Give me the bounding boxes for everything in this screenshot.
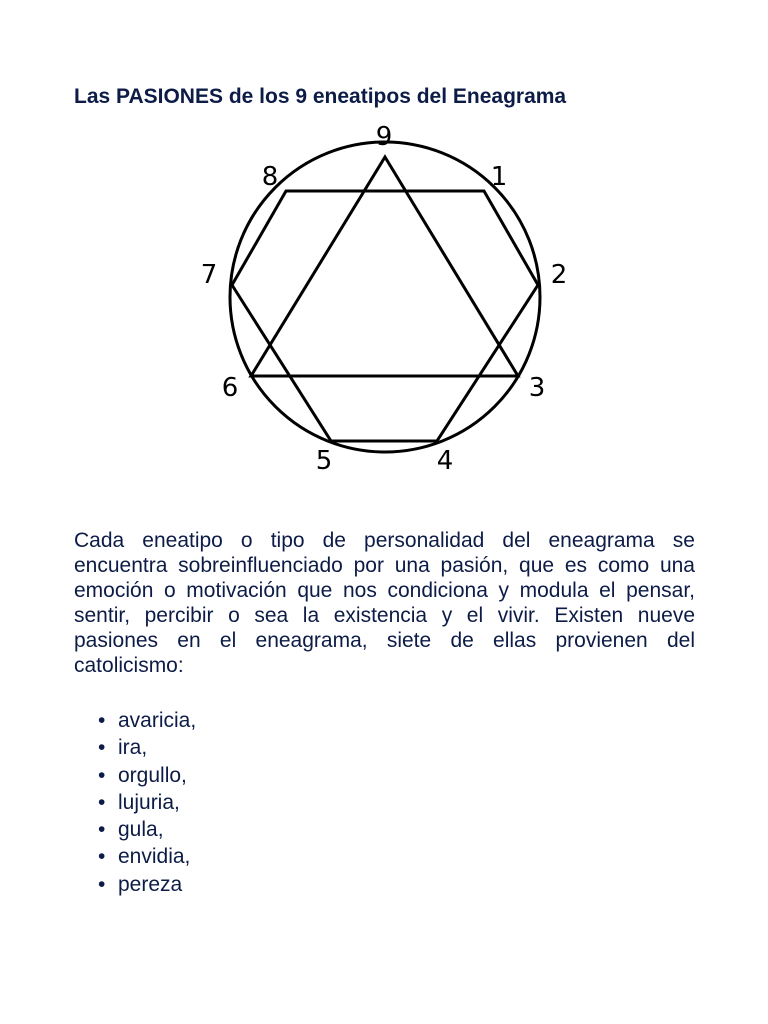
enneagram-diagram: [190, 118, 580, 480]
passions-list: [98, 707, 196, 898]
label-5: 5: [315, 446, 333, 476]
list-item: [98, 816, 196, 843]
bullet-icon: •: [98, 818, 106, 842]
passion-label: avaricia,: [118, 709, 197, 732]
bullet-icon: •: [98, 845, 106, 869]
label-9: 9: [375, 122, 393, 152]
bullet-icon: •: [98, 872, 106, 896]
list-item: [98, 789, 196, 816]
label-4: 4: [436, 446, 454, 476]
list-item: [98, 843, 196, 870]
list-item: [98, 734, 196, 761]
bullet-icon: •: [98, 790, 106, 814]
list-item: [98, 871, 196, 898]
passion-label: orgullo,: [118, 763, 187, 787]
intro-paragraph: Cada eneatipo o tipo de personalidad del eneagrama se encuentra sobreinfluenciado por una pasión, que es como una emoción o motivación que nos condiciona y modula el pensar, sentir, percibir o sea la existencia y el vivir. Existen nueve pasiones en el eneagrama, siete de ellas provienen del catolicismo:: [74, 529, 695, 677]
passion-label: lujuria,: [118, 790, 180, 814]
passion-label: gula,: [118, 818, 164, 842]
bullet-icon: •: [98, 709, 106, 732]
label-8: 8: [261, 162, 279, 192]
list-item: [98, 707, 196, 734]
passion-label: envidia,: [118, 845, 191, 869]
label-6: 6: [221, 373, 239, 403]
label-7: 7: [200, 260, 218, 290]
page-title: Las PASIONES de los 9 eneatipos del Eneagrama: [74, 85, 567, 108]
passion-label: ira,: [118, 736, 148, 760]
bullet-icon: •: [98, 763, 106, 787]
label-3: 3: [528, 373, 546, 403]
bullet-icon: •: [98, 736, 106, 760]
label-1: 1: [490, 162, 508, 192]
passion-label: pereza: [118, 872, 183, 896]
label-2: 2: [550, 260, 568, 290]
list-item: [98, 762, 196, 789]
enneagram-hexad: [232, 191, 538, 441]
